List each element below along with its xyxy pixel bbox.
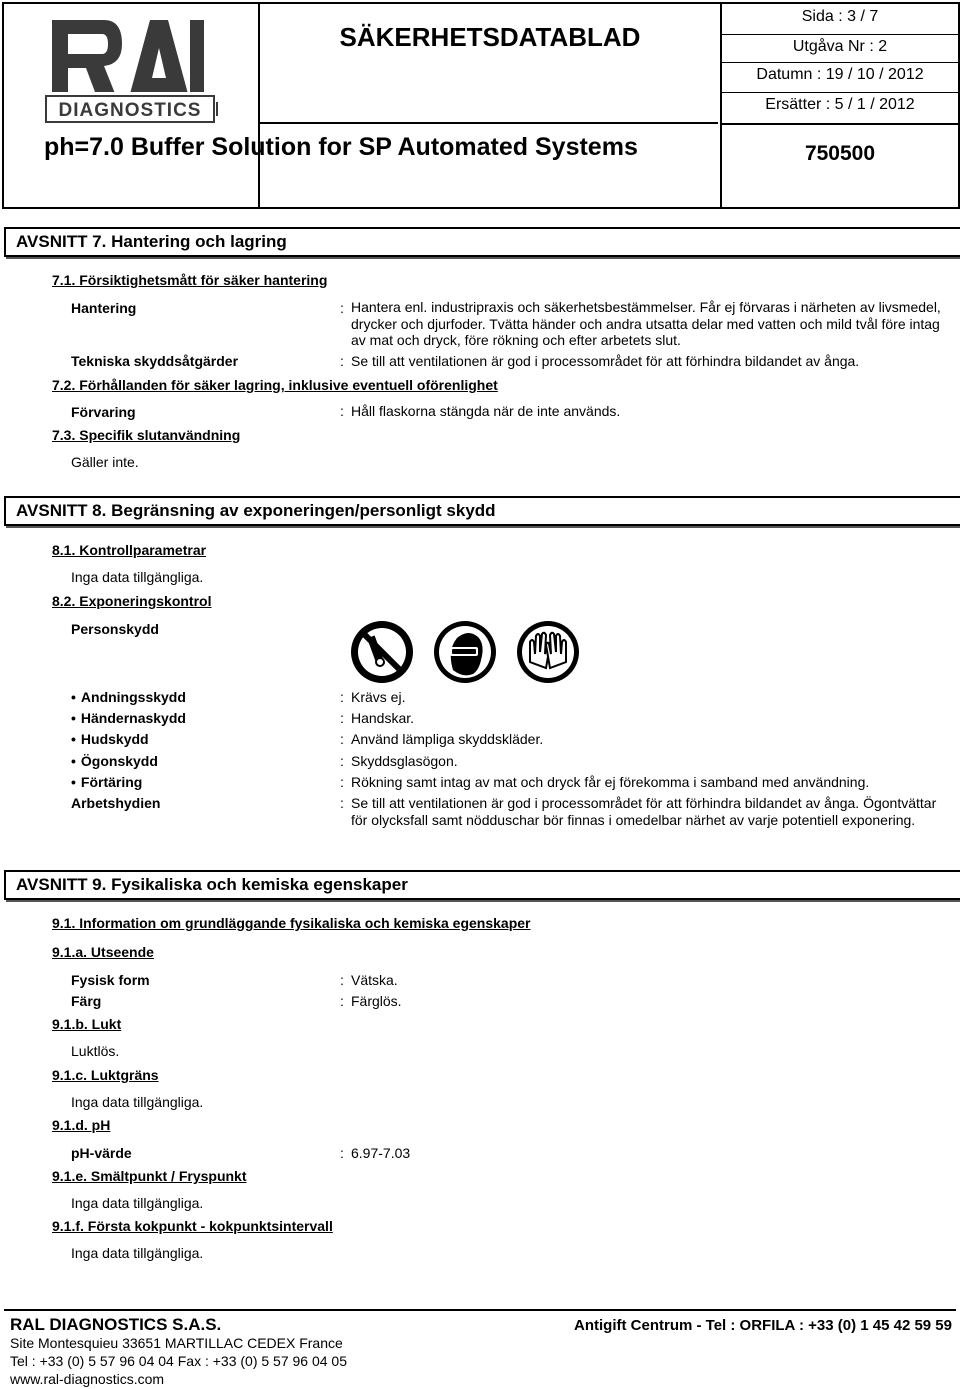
odor-value: Luktlös. (71, 1043, 120, 1059)
info-divider-1 (722, 34, 958, 35)
no-smoking-icon (350, 620, 414, 684)
info-panel (720, 2, 960, 209)
info-divider-4 (722, 123, 958, 125)
section-7-title: AVSNITT 7. Hantering och lagring (4, 227, 960, 257)
hand-protection-value: Handskar. (351, 710, 415, 726)
section-8-1-heading: 8.1. Kontrollparametrar (52, 542, 207, 558)
edition-number: Utgåva Nr : 2 (792, 38, 888, 55)
footer-website[interactable]: www.ral-diagnostics.com (10, 1371, 165, 1387)
physical-form-value: Vätska. (351, 972, 398, 988)
section-7-3-heading: 7.3. Specifik slutanvändning (52, 427, 241, 443)
boiling-point-value: Inga data tillgängliga. (71, 1245, 204, 1261)
section-8-2-heading: 8.2. Exponeringskontrol (52, 593, 212, 609)
handling-value: Hantera enl. industripraxis och säkerhetsbestämmelser. Får ej förvaras i närheten av livsmedel, drycker och djurfoder. Tvätta händer och andra utsatta delar med vatten och mild tvål före intag av mat och dryck, före rökning och efter arbetets slut. (351, 299, 941, 348)
info-divider-3 (722, 92, 958, 93)
info-divider-2 (722, 62, 958, 63)
eye-protection-label: • Ögonskydd (71, 753, 158, 769)
footer-phone: Tel : +33 (0) 5 57 96 04 04 Fax : +33 (0) 5 57 96 04 05 (10, 1353, 348, 1369)
section-9-1-b-heading: 9.1.b. Lukt (52, 1016, 122, 1032)
product-title: ph=7.0 Buffer Solution for SP Automated Systems (44, 133, 638, 161)
section-9-1-a-heading: 9.1.a. Utseende (52, 944, 154, 960)
footer-address: Site Montesquieu 33651 MARTILLAC CEDEX France (10, 1335, 343, 1351)
ral-logo (4, 4, 258, 207)
hand-protection-label: • Händernaskydd (71, 710, 186, 726)
colon: : (340, 972, 344, 988)
hygiene-value: Se till att ventilationen är god i processområdet för att förhindra bildandet av ånga. Ögontvättar för olycksfall samt nödduschar bör finnas i omedelbar närhet av varje potentiell exponering. (351, 795, 937, 828)
section-8-1-value: Inga data tillgängliga. (71, 569, 204, 585)
product-code: 750500 (804, 142, 876, 165)
colon: : (340, 300, 344, 316)
footer-divider (4, 1309, 956, 1311)
tech-measures-value: Se till att ventilationen är god i processområdet för att förhindra bildandet av ånga. (351, 353, 860, 369)
section-8-title: AVSNITT 8. Begränsning av exponeringen/personligt skydd (4, 496, 960, 526)
ppe-label: Personskydd (71, 621, 159, 637)
section-7-1-heading: 7.1. Försiktighetsmått för säker hantering (52, 272, 328, 288)
colon: : (340, 753, 344, 769)
respiratory-value: Krävs ej. (351, 689, 406, 705)
section-9-1-d-heading: 9.1.d. pH (52, 1117, 111, 1133)
colon: : (340, 353, 344, 369)
ph-value: 6.97-7.03 (351, 1145, 411, 1161)
section-9-title: AVSNITT 9. Fysikaliska och kemiska egenskaper (4, 870, 960, 900)
colon: : (340, 689, 344, 705)
color-label: Färg (71, 993, 102, 1009)
color-value: Färglös. (351, 993, 402, 1009)
skin-protection-label: • Hudskydd (71, 731, 149, 747)
colon: : (340, 795, 344, 811)
section-7-3-value: Gäller inte. (71, 454, 139, 470)
section-7-2-heading: 7.2. Förhållanden för säker lagring, inklusive eventuell oförenlighet (52, 377, 498, 393)
footer-company: RAL DIAGNOSTICS S.A.S. (10, 1315, 222, 1334)
melting-point-value: Inga data tillgängliga. (71, 1195, 204, 1211)
title-divider (258, 122, 718, 124)
colon: : (340, 774, 344, 790)
hygiene-label: Arbetshydien (71, 795, 161, 811)
footer-poison-center: Antigift Centrum - Tel : ORFILA : +33 (0) 1 45 42 59 59 (574, 1317, 952, 1334)
storage-label: Förvaring (71, 404, 136, 420)
handling-label: Hantering (71, 300, 137, 316)
storage-value: Håll flaskorna stängda när de inte används. (351, 403, 621, 419)
section-9-1-e-heading: 9.1.e. Smältpunkt / Fryspunkt (52, 1168, 247, 1184)
document-title: SÄKERHETSDATABLAD (339, 22, 641, 52)
section-9-1-heading: 9.1. Information om grundläggande fysikaliska och kemiska egenskaper (52, 915, 531, 931)
colon: : (340, 403, 344, 419)
section-9-1-c-heading: 9.1.c. Luktgräns (52, 1067, 159, 1083)
ingestion-value: Rökning samt intag av mat och dryck får ej förekomma i samband med användning. (351, 774, 870, 790)
logo-panel (2, 2, 260, 209)
gloves-icon (516, 620, 580, 684)
colon: : (340, 710, 344, 726)
colon: : (340, 993, 344, 1009)
ph-label: pH-värde (71, 1145, 132, 1161)
page-number: Sida : 3 / 7 (801, 8, 879, 25)
replaces-date: Ersätter : 5 / 1 / 2012 (765, 96, 915, 113)
odor-threshold-value: Inga data tillgängliga. (71, 1094, 204, 1110)
section-9-1-f-heading: 9.1.f. Första kokpunkt - kokpunktsintervall (52, 1218, 333, 1234)
skin-protection-value: Använd lämpliga skyddskläder. (351, 731, 544, 747)
physical-form-label: Fysisk form (71, 972, 150, 988)
ingestion-label: • Förtäring (71, 774, 142, 790)
eye-protection-icon (433, 620, 497, 684)
issue-date: Datumn : 19 / 10 / 2012 (756, 66, 924, 83)
colon: : (340, 731, 344, 747)
colon: : (340, 1145, 344, 1161)
respiratory-label: • Andningsskydd (71, 689, 186, 705)
logo-subtitle: DIAGNOSTICS (58, 100, 202, 121)
eye-protection-value: Skyddsglasögon. (351, 753, 458, 769)
tech-measures-label: Tekniska skyddsåtgärder (71, 353, 239, 369)
